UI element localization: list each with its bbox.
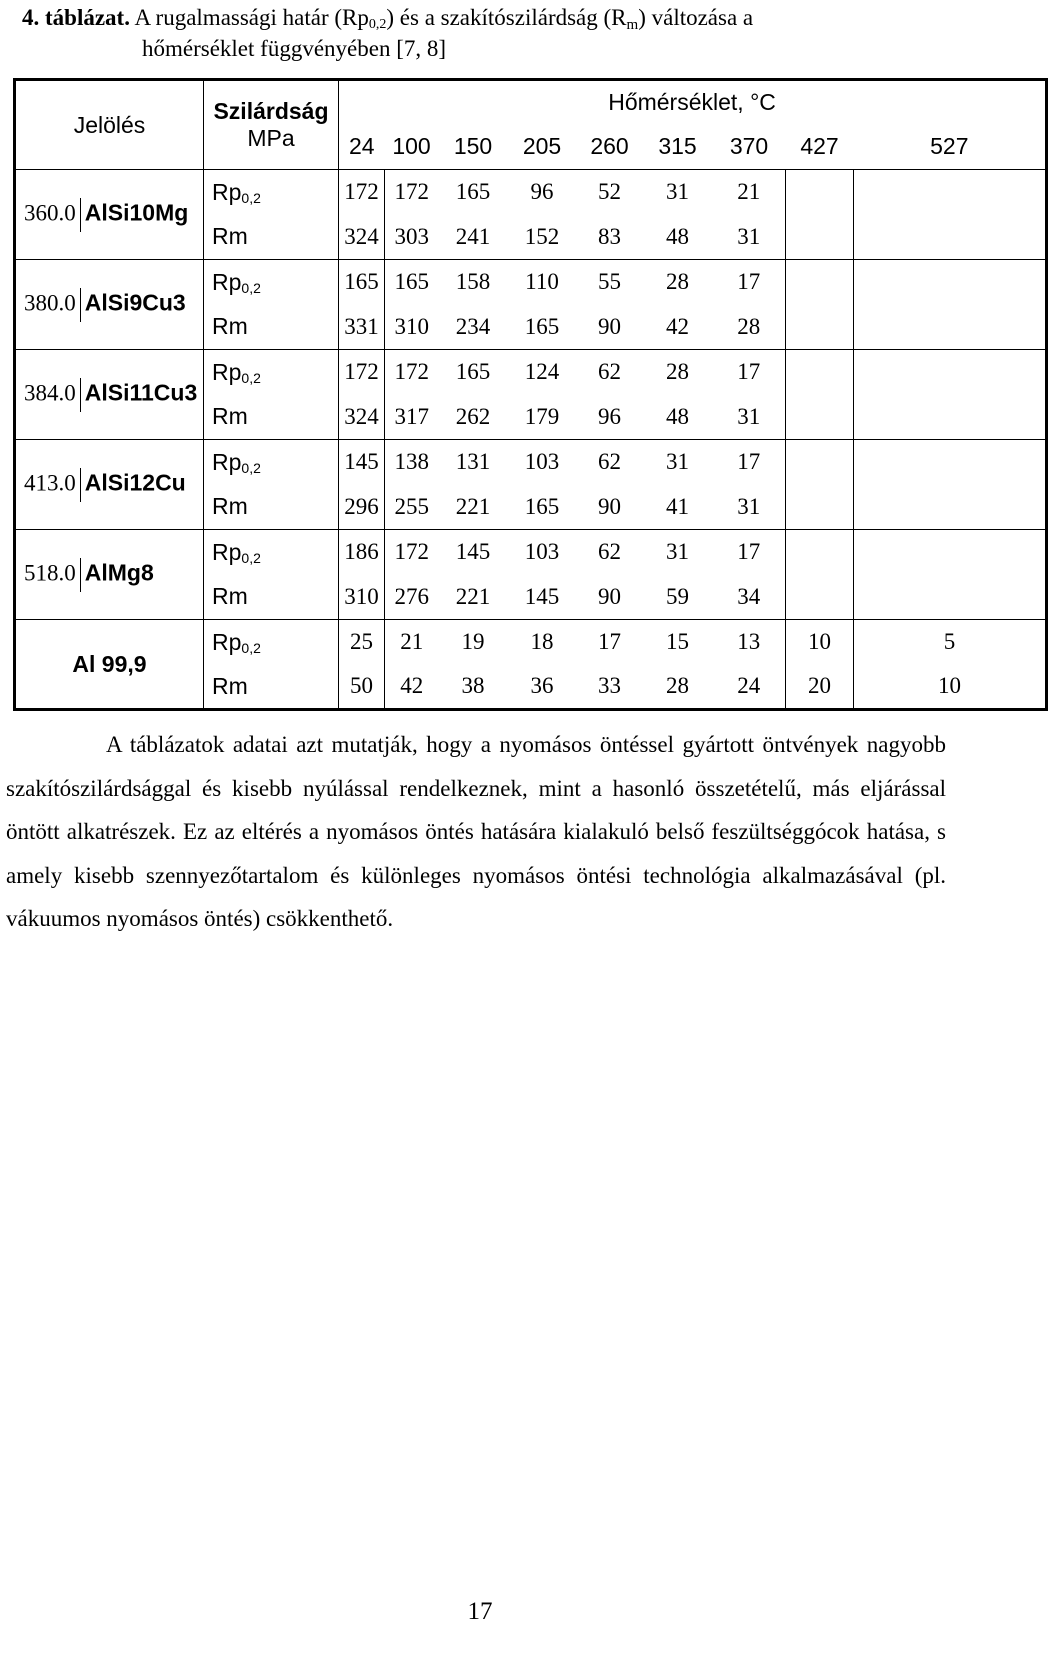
- value-cell: [786, 215, 854, 260]
- rp-label: $Rp_{0,2}$: [204, 260, 339, 305]
- value-cell: 241: [439, 215, 508, 260]
- caption-sub-a: 0,2: [368, 17, 387, 32]
- value-cell: 145: [508, 575, 577, 620]
- value-cell: 31: [713, 215, 786, 260]
- alloy-name: AlSi9Cu3: [84, 288, 186, 315]
- value-cell: 110: [525, 269, 559, 295]
- strength-temperature-table: [13, 78, 1048, 711]
- value-cell: 324: [339, 395, 385, 440]
- table-row: [15, 170, 1047, 215]
- header-strength-line2: MPa: [247, 125, 295, 151]
- value-cell: [786, 170, 854, 215]
- value-cell: 165: [339, 260, 385, 305]
- value-cell: 103: [524, 539, 560, 565]
- value-cell: 145: [339, 440, 385, 485]
- value-cell: 10: [786, 620, 854, 665]
- value-cell: 28: [713, 305, 786, 350]
- value-cell: 165: [394, 269, 429, 295]
- caption-text-a: A rugalmassági határ (Rp: [129, 5, 369, 30]
- value-cell: 138: [394, 449, 429, 475]
- value-cell: [854, 575, 1047, 620]
- value-cell: 19: [461, 629, 485, 655]
- header-temp-427: 427: [786, 125, 854, 170]
- table-body: [15, 170, 1047, 710]
- table-row: [15, 440, 1047, 485]
- header-designation: Jelölés: [15, 80, 204, 170]
- value-cell: [786, 575, 854, 620]
- header-temp-100: 100: [385, 125, 439, 170]
- alloy-designation: [15, 620, 204, 710]
- alloy-designation: [15, 440, 204, 530]
- value-cell: 18: [530, 629, 554, 655]
- value-cell: 21: [713, 170, 786, 215]
- alloy-code: 380.0: [24, 289, 76, 315]
- value-cell: 59: [643, 575, 713, 620]
- value-cell: 28: [666, 269, 689, 295]
- alloy-name: AlMg8: [84, 558, 154, 585]
- value-cell: [786, 530, 854, 575]
- value-cell: [854, 395, 1047, 440]
- page-number: 17: [467, 1598, 493, 1625]
- value-cell: 255: [385, 485, 439, 530]
- alloy-code: 413.0: [24, 469, 76, 495]
- value-cell: 90: [577, 485, 643, 530]
- header-temp-150: 150: [439, 125, 508, 170]
- value-cell: 179: [508, 395, 577, 440]
- value-cell: 62: [598, 359, 621, 385]
- value-cell: 34: [713, 575, 786, 620]
- alloy-code: 518.0: [24, 559, 76, 585]
- value-cell: [786, 305, 854, 350]
- value-cell: 96: [530, 179, 554, 205]
- rp-label: $Rp_{0,2}$: [204, 620, 339, 665]
- rp-label: $Rp_{0,2}$: [204, 530, 339, 575]
- value-cell: 172: [394, 539, 429, 565]
- table-row: [15, 350, 1047, 395]
- table-row: [15, 530, 1047, 575]
- caption-sub-b: m: [626, 17, 639, 33]
- alloy-designation: [15, 260, 204, 350]
- rp-label: $Rp_{0,2}$: [204, 440, 339, 485]
- value-cell: 145: [455, 539, 491, 565]
- value-cell: 96: [577, 395, 643, 440]
- value-cell: 17: [713, 440, 786, 485]
- header-temp-315: 315: [643, 125, 713, 170]
- value-cell: 90: [577, 575, 643, 620]
- value-cell: [854, 260, 1047, 305]
- value-cell: [786, 440, 854, 485]
- value-cell: 310: [385, 305, 439, 350]
- value-cell: 28: [643, 665, 713, 710]
- value-cell: [854, 485, 1047, 530]
- value-cell: 331: [339, 305, 385, 350]
- value-cell: 5: [854, 620, 1047, 665]
- value-cell: 31: [713, 485, 786, 530]
- rm-label: Rm: [204, 305, 339, 350]
- header-strength: [204, 80, 339, 170]
- header-temp-24: 24: [339, 125, 385, 170]
- paragraph-text: A táblázatok adatai azt mutatják, hogy a nyomásos öntéssel gyártott öntvények nagyobb szakítószilárdsággal és kisebb nyúlással rendelkeznek, mint a hasonló összetételű, más eljárással öntött alkatrészek. Ez az eltérés a nyomásos öntés hatására kialakuló belső feszültséggócok hatása, s amely kisebb szennyezőtartalom és különleges nyomásos öntési technológia alkalmazásával (pl. vákuumos nyomásos öntés) csökkenthető.: [6, 732, 946, 931]
- value-cell: 221: [439, 575, 508, 620]
- value-cell: 172: [339, 170, 385, 215]
- value-cell: 17: [598, 629, 621, 655]
- value-cell: 55: [598, 269, 621, 295]
- value-cell: [854, 305, 1047, 350]
- value-cell: [854, 530, 1047, 575]
- value-cell: 317: [385, 395, 439, 440]
- alloy-designation: [15, 170, 204, 260]
- header-temperature: Hőmérséklet, °C: [339, 80, 1047, 125]
- value-cell: 172: [394, 179, 429, 205]
- alloy-designation: [15, 350, 204, 440]
- header-strength-line1: Szilárdság: [213, 98, 329, 124]
- rm-label: Rm: [204, 395, 339, 440]
- value-cell: 52: [598, 179, 621, 205]
- value-cell: 262: [439, 395, 508, 440]
- value-cell: 36: [508, 665, 577, 710]
- header-temp-527: 527: [854, 125, 1047, 170]
- rm-label: Rm: [204, 575, 339, 620]
- value-cell: [854, 440, 1047, 485]
- value-cell: 10: [854, 665, 1047, 710]
- alloy-designation: [15, 530, 204, 620]
- value-cell: 303: [385, 215, 439, 260]
- value-cell: 124: [524, 359, 560, 385]
- caption-text-b: ) és a szakítószilárdság (R: [386, 5, 627, 30]
- alloy-name: AlSi10Mg: [84, 198, 189, 225]
- value-cell: 31: [713, 395, 786, 440]
- value-cell: 296: [339, 485, 385, 530]
- value-cell: 15: [666, 629, 689, 655]
- value-cell: 20: [786, 665, 854, 710]
- value-cell: 221: [439, 485, 508, 530]
- table-caption: [22, 2, 942, 64]
- value-cell: 103: [524, 449, 560, 475]
- alloy-code: 384.0: [24, 379, 76, 405]
- value-cell: 41: [643, 485, 713, 530]
- value-cell: 234: [439, 305, 508, 350]
- value-cell: 31: [666, 449, 689, 475]
- value-cell: 50: [339, 665, 385, 710]
- alloy-name: AlSi12Cu: [84, 468, 186, 495]
- rm-label: Rm: [204, 485, 339, 530]
- value-cell: [786, 485, 854, 530]
- header-temp-205: 205: [508, 125, 577, 170]
- value-cell: 310: [339, 575, 385, 620]
- value-cell: 42: [385, 665, 439, 710]
- header-temp-370: 370: [713, 125, 786, 170]
- value-cell: 165: [455, 179, 491, 205]
- value-cell: 165: [455, 359, 491, 385]
- value-cell: 172: [339, 350, 385, 395]
- value-cell: 158: [455, 269, 491, 295]
- rm-label: Rm: [204, 665, 339, 710]
- value-cell: 324: [339, 215, 385, 260]
- value-cell: 31: [666, 539, 689, 565]
- value-cell: 165: [508, 485, 577, 530]
- value-cell: 48: [643, 395, 713, 440]
- value-cell: 38: [439, 665, 508, 710]
- value-cell: 48: [643, 215, 713, 260]
- table-row: [15, 260, 1047, 305]
- alloy-name: AlSi11Cu3: [84, 378, 198, 405]
- value-cell: 33: [577, 665, 643, 710]
- value-cell: 28: [666, 359, 689, 385]
- value-cell: 17: [713, 350, 786, 395]
- alloy-code: 360.0: [24, 199, 76, 225]
- value-cell: 83: [577, 215, 643, 260]
- alloy-name: Al 99,9: [72, 650, 147, 677]
- caption-text-c: ) változása a: [638, 5, 754, 30]
- caption-line2: hőmérséklet függvényében [7, 8]: [142, 36, 447, 61]
- value-cell: 24: [713, 665, 786, 710]
- value-cell: 276: [385, 575, 439, 620]
- value-cell: 17: [713, 530, 786, 575]
- value-cell: 131: [455, 449, 491, 475]
- value-cell: 62: [598, 449, 621, 475]
- value-cell: 172: [394, 359, 429, 385]
- value-cell: 152: [508, 215, 577, 260]
- value-cell: 13: [713, 620, 786, 665]
- value-cell: 21: [400, 629, 424, 655]
- value-cell: 25: [339, 620, 385, 665]
- value-cell: 17: [713, 260, 786, 305]
- value-cell: 42: [643, 305, 713, 350]
- value-cell: [786, 395, 854, 440]
- value-cell: 90: [577, 305, 643, 350]
- value-cell: 186: [339, 530, 385, 575]
- value-cell: [854, 215, 1047, 260]
- body-paragraph: [6, 723, 946, 941]
- value-cell: [786, 350, 854, 395]
- value-cell: 62: [598, 539, 621, 565]
- table-row: [15, 620, 1047, 665]
- value-cell: 165: [508, 305, 577, 350]
- value-cell: [854, 350, 1047, 395]
- rp-label: $Rp_{0,2}$: [204, 350, 339, 395]
- rp-label: $Rp_{0,2}$: [204, 170, 339, 215]
- header-temp-260: 260: [577, 125, 643, 170]
- value-cell: [786, 260, 854, 305]
- caption-label: 4. táblázat.: [22, 5, 130, 30]
- value-cell: [854, 170, 1047, 215]
- value-cell: 31: [666, 179, 689, 205]
- rm-label: Rm: [204, 215, 339, 260]
